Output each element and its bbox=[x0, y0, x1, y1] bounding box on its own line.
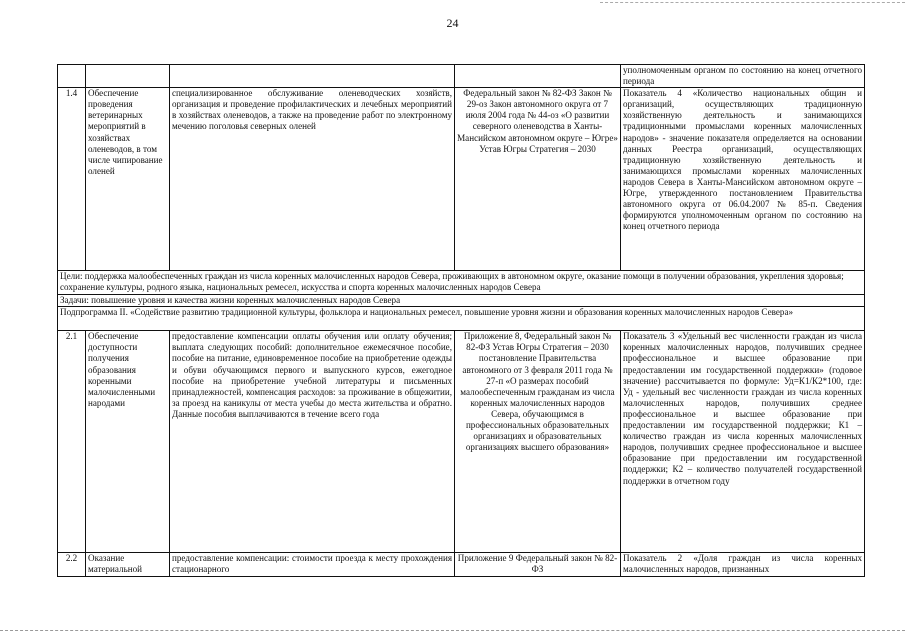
table-row-goals bbox=[58, 271, 865, 295]
goals-text: Цели: поддержка малообеспеченных граждан из числа коренных малочисленных народов Севера, проживающих в автономном округе, оказание помощи в получении образования, укрепления здоровья; сохранение культуры, родного языка, национальных ремесел, искусства и спорта коренных малочисленных народов Севера bbox=[58, 271, 865, 295]
cell-legal: Федеральный закон № 82-ФЗ Закон № 29-оз Закон автономного округа от 7 июля 2004 года № 44-оз «О развитии северного оленеводства в Ханты-Мансийском автономном округе – Югре» Устав Югры Стратегия – 2030 bbox=[455, 88, 621, 271]
cell-indicator: уполномоченным органом по состоянию на конец отчетного периода bbox=[621, 65, 865, 88]
table-row-1-4 bbox=[58, 88, 865, 271]
table-row-2-1 bbox=[58, 331, 865, 553]
cell-name: Обеспечение проведения ветеринарных мероприятий в хозяйствах оленеводов, в том числе чипирование оленей bbox=[86, 88, 170, 271]
table-row-continuation bbox=[58, 65, 865, 88]
cell-num: 2.2 bbox=[58, 553, 86, 577]
cell-content: предоставление компенсации оплаты обучения или оплату обучения; выплата следующих пособий: дополнительное ежемесячное пособие, пособие на питание, единовременное пособие на приобретение одежды и обуви обучающимся первого и выпускного курсов, ежегодное пособие на приобретение учебной литературы и письменных принадлежностей, компенсация расходов: за проживание в общежитии, за проезд на каникулы от места учебы до места жительства и обратно. Данные пособия выплачиваются в течение всего года bbox=[170, 331, 455, 553]
cell-name: Оказание материальной bbox=[86, 553, 170, 577]
table-row-subprogram bbox=[58, 307, 865, 331]
program-activities-table bbox=[57, 64, 865, 577]
cell-legal: Приложение 9 Федеральный закон № 82-ФЗ bbox=[455, 553, 621, 577]
cell-indicator: Показатель 2 «Доля граждан из числа коренных малочисленных народов, признанных bbox=[621, 553, 865, 577]
cell-indicator: Показатель 4 «Количество национальных общин и организаций, осуществляющих традиционную хозяйственную деятельность и занимающихся традиционными промыслами коренных малочисленных народов» - значение показателя определяется на основании данных Реестра организаций, осуществляющих традиционную хозяйственную деятельность и занимающихся промыслами коренных малочисленных народов Севера в Ханты-Мансийском автономном округе – Югре, утвержденного постановлением Правительства автономного округа от 06.04.2007 № 85-п. Сведения формируются уполномоченным органом по состоянию на конец отчетного периода bbox=[621, 88, 865, 271]
cell-name bbox=[86, 65, 170, 88]
scan-edge-bottom bbox=[0, 630, 905, 631]
cell-content: предоставление компенсации: стоимости проезда к месту прохождения стационарного bbox=[170, 553, 455, 577]
cell-indicator: Показатель 3 «Удельный вес численности граждан из числа коренных малочисленных народов, получивших среднее профессиональное и высшее образование при предоставлении им государственной поддержки» (годовое значение) рассчитывается по формуле: Уд=К1/К2*100, где: Уд - удельный вес численности граждан из числа коренных малочисленных народов, получивших среднее профессиональное и высшее образование при предоставлении им государственной поддержки; К1 – количество граждан из числа коренных малочисленных народов, получивших среднее профессиональное и высшее образование при предоставлении им государственной поддержки; К2 – количество получателей государственной поддержки в отчетном году bbox=[621, 331, 865, 553]
cell-num: 2.1 bbox=[58, 331, 86, 553]
tasks-text: Задачи: повышение уровня и качества жизни коренных малочисленных народов Севера bbox=[58, 295, 865, 307]
cell-content: специализированное обслуживание оленеводческих хозяйств, организация и проведение профилактических и лечебных мероприятий в хозяйствах оленеводов, а также на проведение работ по электронному мечению поголовья северных оленей bbox=[170, 88, 455, 271]
page-number: 24 bbox=[446, 16, 459, 30]
cell-num: 1.4 bbox=[58, 88, 86, 271]
cell-num bbox=[58, 65, 86, 88]
table-row-tasks bbox=[58, 295, 865, 307]
cell-legal: Приложение 8, Федеральный закон № 82-ФЗ Устав Югры Стратегия – 2030 постановление Правительства автономного от 3 февраля 2011 года № 27-п «О размерах пособий малообеспеченным гражданам из числа коренных малочисленных народов Севера, обучающимся в профессиональных образовательных организациях и образовательных организациях высшего образования» bbox=[455, 331, 621, 553]
table-row-2-2 bbox=[58, 553, 865, 577]
cell-content bbox=[170, 65, 455, 88]
scan-edge-top bbox=[600, 2, 905, 3]
subprogram-title: Подпрограмма II. «Содействие развитию традиционной культуры, фольклора и национальных ремесел, повышение уровня жизни и образования коренных малочисленных народов Севера» bbox=[58, 307, 865, 331]
cell-legal bbox=[455, 65, 621, 88]
cell-name: Обеспечение доступности получения образования коренными малочисленными народами bbox=[86, 331, 170, 553]
